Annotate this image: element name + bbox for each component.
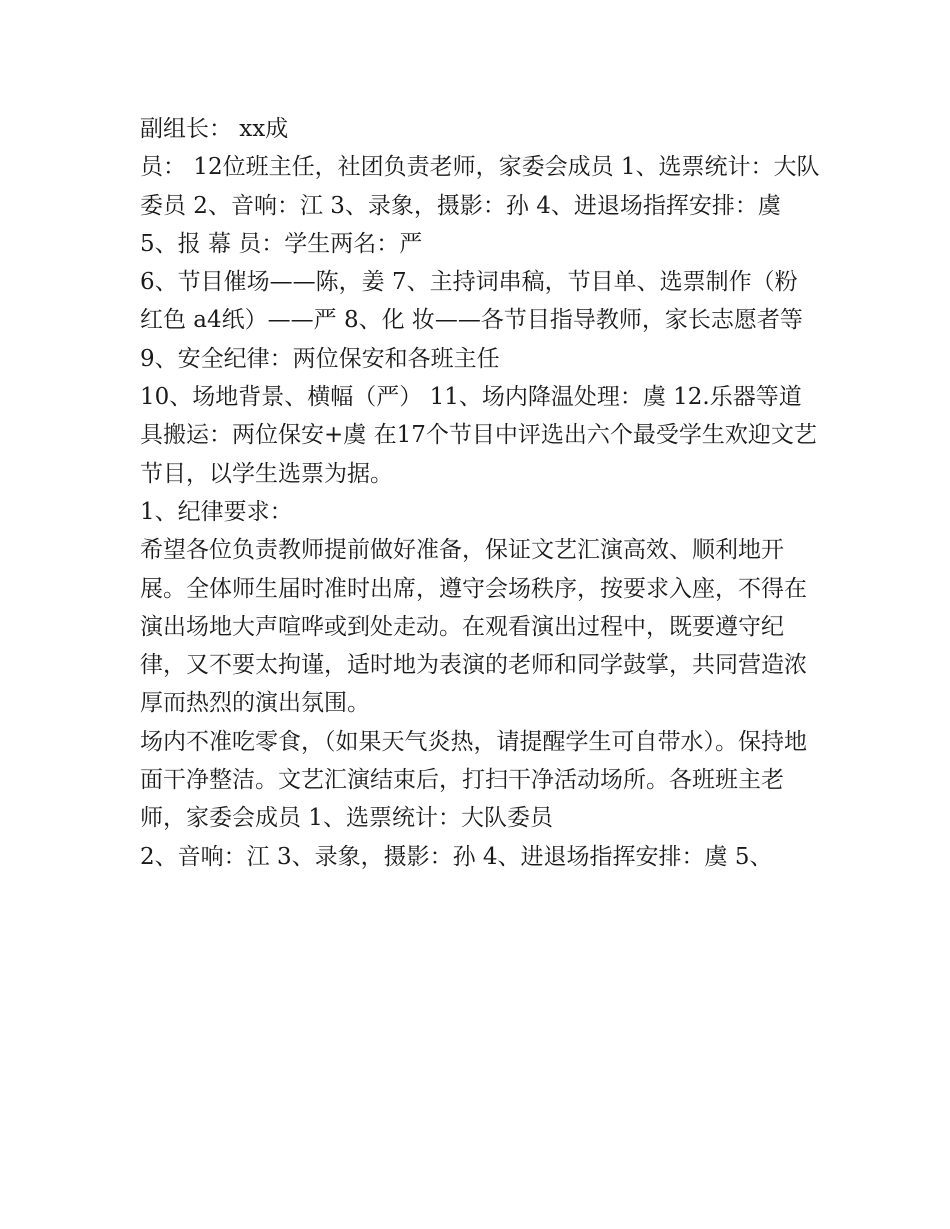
- paragraph-discipline-body: 希望各位负责教师提前做好准备，保证文艺汇演高效、顺利地开展。全体师生届时准时出席，遵守会场秩序，按要求入座，不得在演出场地大声喧哗或到处走动。在观看演出过程中，既要遵守纪律，又不要太拘谨，适时地为表演的老师和同学鼓掌，共同营造浓厚而热烈的演出氛围。: [140, 537, 807, 717]
- document-body: [140, 110, 820, 876]
- paragraph-discipline-heading: 1、纪律要求：: [140, 498, 293, 525]
- paragraph-members: 员： 12位班主任，社团负责老师，家委会成员 1、选票统计：大队委员 2、音响：江 3、录象，摄影：孙 4、进退场指挥安排：虞 5、报 幕 员：学生两名：严: [140, 154, 820, 257]
- paragraph-duties-continued: 2、音响：江 3、录象，摄影：孙 4、进退场指挥安排：虞 5、: [140, 843, 773, 870]
- paragraph-program-tasks: 6、节目催场——陈，姜 7、主持词串稿，节目单、选票制作（粉红色 a4纸）——严 8、化 妆——各节目指导教师，家长志愿者等 9、安全纪律：两位保安和各班主任: [140, 269, 811, 372]
- paragraph-venue-rules: 场内不准吃零食，（如果天气炎热，请提醒学生可自带水）。保持地面干净整洁。文艺汇演结束后，打扫干净活动场所。各班班主老师，家委会成员 1、选票统计：大队委员: [140, 728, 807, 832]
- paragraph-deputy-leader: 副组长： xx成: [140, 116, 289, 142]
- paragraph-venue-tasks: 10、场地背景、横幅（严） 11、场内降温处理：虞 12.乐器等道具搬运：两位保安+虞 在17个节目中评选出六个最受学生欢迎文艺节目，以学生选票为据。: [140, 384, 817, 487]
